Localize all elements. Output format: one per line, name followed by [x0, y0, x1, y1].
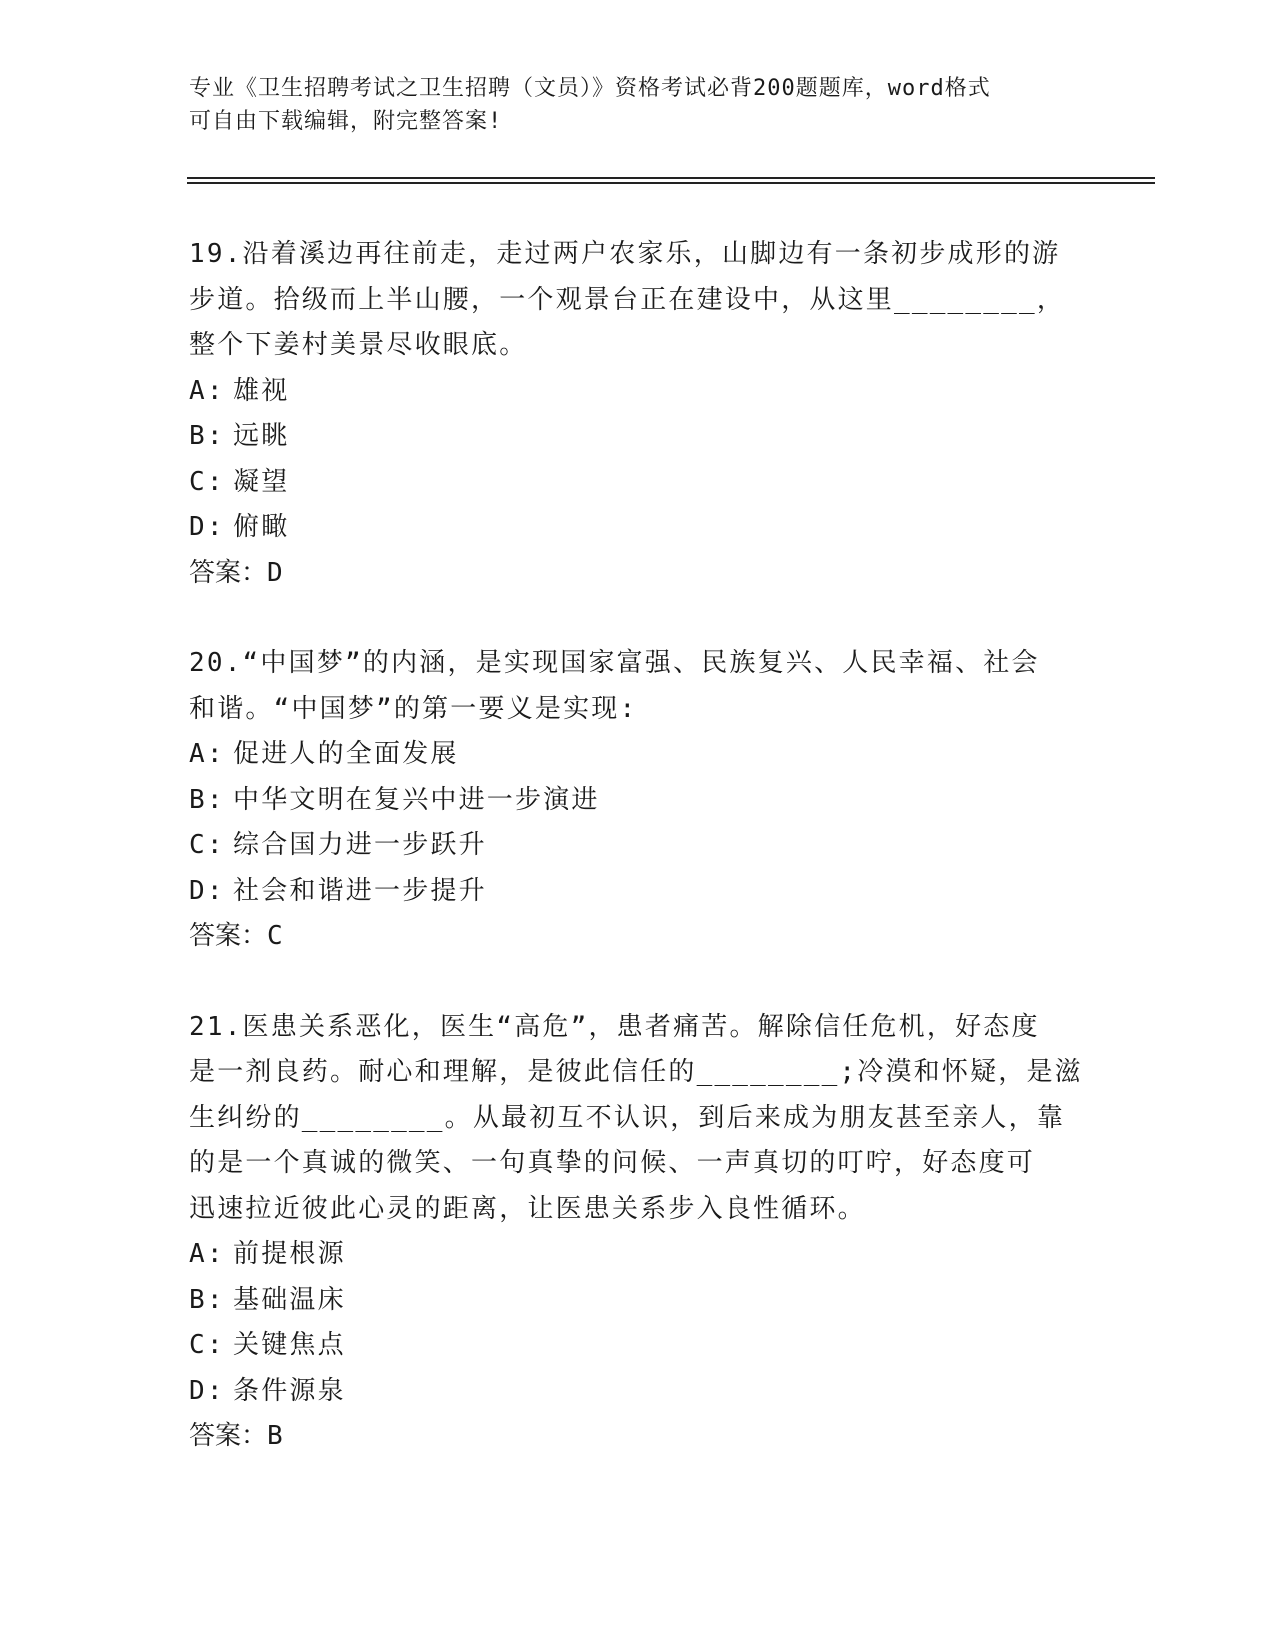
option-key: A: [189, 739, 225, 769]
stem-line: 生纠纷的________。从最初互不认识，到后来成为朋友甚至亲人，靠 [189, 1102, 1066, 1133]
answer-value: B [267, 1421, 283, 1451]
option-text: 基础温床 [233, 1284, 346, 1315]
option-text: 凝望 [233, 466, 290, 497]
option-b [189, 1278, 1089, 1324]
option-d [189, 505, 1089, 551]
option-text: 条件源泉 [233, 1375, 346, 1406]
header-line-2: 可自由下载编辑，附完整答案! [189, 109, 503, 134]
question-stem [189, 232, 1089, 369]
option-text: 综合国力进一步跃升 [233, 830, 487, 860]
header-rule-bottom [187, 182, 1155, 184]
question-list [189, 232, 1089, 1505]
answer-line [189, 551, 1089, 597]
option-key: B: [189, 1284, 225, 1315]
stem-line: 的是一个真诚的微笑、一句真挚的问候、一声真切的叮咛，好态度可 [189, 1148, 1036, 1178]
answer-value: D [267, 557, 283, 588]
option-b [189, 778, 1089, 824]
option-key: D: [189, 512, 225, 542]
answer-line [189, 1414, 1089, 1460]
answer-label: 答案： [189, 557, 268, 588]
option-text: 关键焦点 [233, 1330, 346, 1360]
option-key: D: [189, 1375, 225, 1406]
question-20 [189, 641, 1089, 960]
option-text: 促进人的全面发展 [233, 739, 459, 769]
option-text: 远眺 [233, 421, 290, 451]
answer-label: 答案： [189, 921, 268, 951]
option-a [189, 732, 1089, 778]
answer-label: 答案： [189, 1421, 268, 1451]
stem-line: 19.沿着溪边再往前走，走过两户农家乐，山脚边有一条初步成形的游 [189, 239, 1061, 269]
question-stem [189, 641, 1089, 732]
header-line-1: 专业《卫生招聘考试之卫生招聘（文员）》资格考试必背200题题库，word格式 [189, 76, 991, 101]
option-c [189, 460, 1089, 506]
answer-value: C [267, 921, 283, 951]
stem-line: 21.医患关系恶化，医生“高危”，患者痛苦。解除信任危机，好态度 [189, 1011, 1040, 1042]
header-rule-top [187, 177, 1155, 179]
question-stem [189, 1005, 1089, 1233]
option-text: 社会和谐进一步提升 [233, 875, 487, 906]
option-d [189, 869, 1089, 915]
option-text: 中华文明在复兴中进一步演进 [233, 784, 600, 815]
option-c [189, 1323, 1089, 1369]
option-c [189, 823, 1089, 869]
stem-line: 步道。拾级而上半山腰，一个观景台正在建设中，从这里________， [189, 284, 1066, 315]
stem-line: 20.“中国梦”的内涵，是实现国家富强、民族复兴、人民幸福、社会 [189, 648, 1040, 678]
stem-line: 迅速拉近彼此心灵的距离，让医患关系步入良性循环。 [189, 1193, 866, 1224]
option-a [189, 369, 1089, 415]
answer-line [189, 914, 1089, 960]
option-a [189, 1232, 1089, 1278]
option-key: A: [189, 1239, 225, 1269]
option-key: A: [189, 375, 225, 406]
stem-line: 是一剂良药。耐心和理解，是彼此信任的________;冷漠和怀疑，是滋 [189, 1057, 1083, 1087]
option-key: C: [189, 830, 225, 860]
option-key: C: [189, 466, 225, 497]
option-text: 俯瞰 [233, 512, 290, 542]
option-text: 雄视 [233, 375, 290, 406]
document-header [189, 72, 1069, 138]
option-key: D: [189, 875, 225, 906]
option-key: C: [189, 1330, 225, 1360]
question-21 [189, 1005, 1089, 1460]
option-d [189, 1369, 1089, 1415]
option-text: 前提根源 [233, 1239, 346, 1269]
stem-line: 整个下姜村美景尽收眼底。 [189, 330, 528, 360]
question-19 [189, 232, 1089, 596]
option-key: B: [189, 421, 225, 451]
option-key: B: [189, 784, 225, 815]
stem-line: 和谐。“中国梦”的第一要义是实现: [189, 693, 638, 724]
option-b [189, 414, 1089, 460]
